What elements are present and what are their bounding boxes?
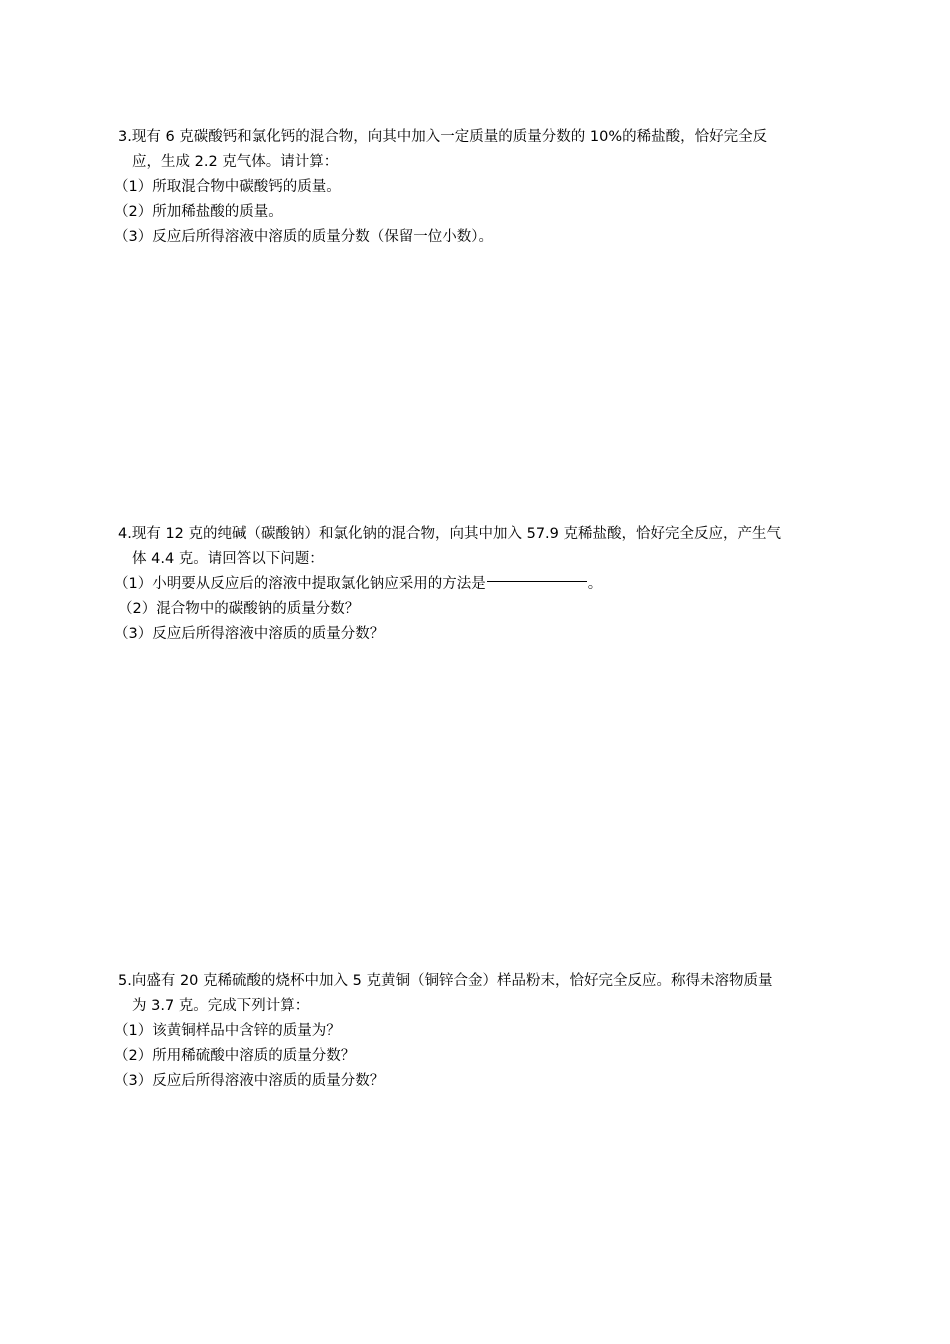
answer-blank[interactable] [487, 581, 587, 582]
question-3-stem-line2: 应，生成 2.2 克气体。请计算： [132, 154, 339, 170]
question-4-part-1-text: （1）小明要从反应后的溶液中提取氯化钠应采用的方法是 [114, 576, 486, 592]
question-4-stem-line1: 4.现有 12 克的纯碱（碳酸钠）和氯化钠的混合物，向其中加入 57.9 克稀盐酸，恰好完全反应，产生气 [118, 526, 782, 542]
question-4-part-2: （2）混合物中的碳酸钠的质量分数？ [118, 601, 360, 617]
question-3-part-1: （1）所取混合物中碳酸钙的质量。 [114, 179, 341, 195]
question-3 [114, 125, 870, 250]
question-3-stem-line1: 3.现有 6 克碳酸钙和氯化钙的混合物，向其中加入一定质量的质量分数的 10%的稀盐酸，恰好完全反 [118, 129, 768, 145]
question-5 [114, 969, 870, 1094]
question-5-part-2: （2）所用稀硫酸中溶质的质量分数？ [114, 1048, 356, 1064]
question-5-part-1: （1）该黄铜样品中含锌的质量为？ [114, 1023, 341, 1039]
question-4-stem-line2: 体 4.4 克。请回答以下问题： [132, 551, 324, 567]
question-4 [114, 522, 870, 647]
question-4-part-1 [114, 572, 870, 597]
question-3-part-2: （2）所加稀盐酸的质量。 [114, 204, 283, 220]
question-5-stem-line2: 为 3.7 克。完成下列计算： [132, 998, 310, 1014]
question-4-part-1-end: 。 [587, 576, 603, 592]
question-3-part-3: （3）反应后所得溶液中溶质的质量分数（保留一位小数）。 [114, 229, 493, 245]
question-5-stem-line1: 5.向盛有 20 克稀硫酸的烧杯中加入 5 克黄铜（铜锌合金）样品粉末，恰好完全反应。称得未溶物质量 [118, 973, 773, 989]
question-5-part-3: （3）反应后所得溶液中溶质的质量分数？ [114, 1073, 385, 1089]
question-4-part-3: （3）反应后所得溶液中溶质的质量分数？ [114, 626, 385, 642]
